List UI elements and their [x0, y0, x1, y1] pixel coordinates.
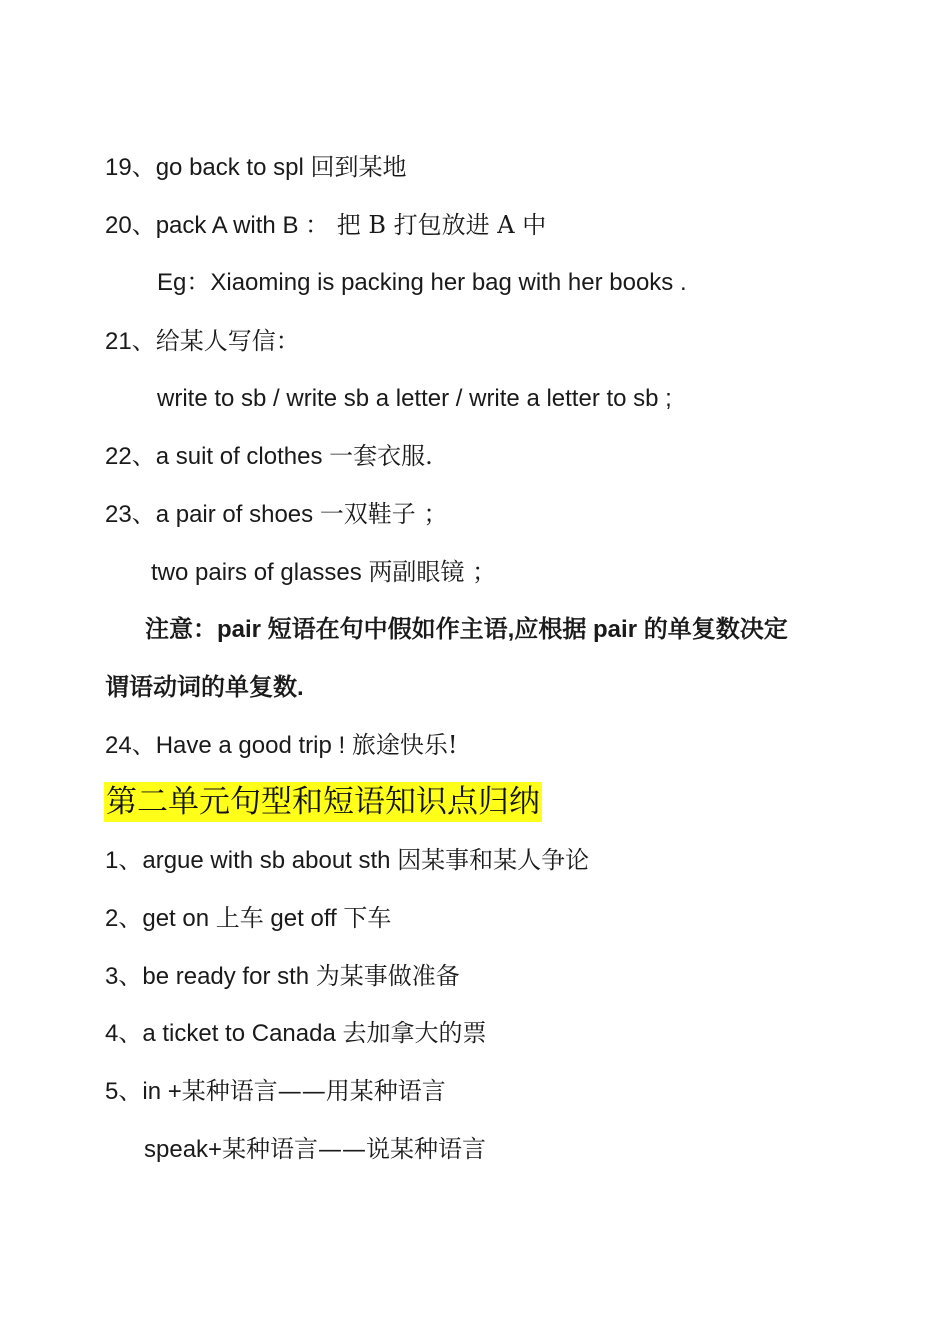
item-english: go back to spl	[155, 154, 311, 181]
item-number: 24、	[105, 732, 156, 759]
item-number: 23、	[105, 501, 156, 528]
item-chinese: 两副眼镜 ；	[368, 558, 497, 586]
section-heading: 第二单元句型和短语知识点归纳	[106, 784, 540, 820]
note-line-1: 注意：pair 短语在句中假如作主语,应根据 pair 的单复数决定	[145, 616, 788, 643]
item-english: two pairs of glasses	[151, 559, 369, 586]
item-chinese: 为某事做准备	[315, 962, 460, 990]
item-chinese: 上车	[215, 904, 264, 932]
item-number: 3、	[105, 963, 143, 990]
item-english: argue with sb about sth	[142, 847, 398, 874]
item-english: Have a good trip !	[155, 732, 352, 759]
example-sentence: Xiaoming is packing her bag with her books .	[210, 269, 687, 296]
item-20	[105, 210, 546, 241]
item-23	[105, 499, 447, 530]
item-english: pack A with B ：	[155, 212, 330, 239]
note-line-2: 谓语动词的单复数.	[105, 674, 304, 701]
item-number: 20、	[105, 212, 156, 239]
item-number: 2、	[105, 905, 143, 932]
item-chinese-2: 下车	[343, 904, 392, 932]
item-english-2: get off	[263, 905, 344, 932]
unit2-item-4	[105, 1018, 486, 1049]
item-english: get on	[142, 905, 216, 932]
item-number: 19、	[105, 154, 156, 181]
item-english: in +	[142, 1078, 182, 1105]
item-chinese: 一套衣服.	[329, 442, 433, 470]
item-22	[105, 441, 433, 472]
item-chinese: 给某人写信：	[155, 327, 300, 355]
unit2-item-2	[105, 903, 391, 934]
item-number: 5、	[105, 1078, 143, 1105]
item-english: a suit of clothes	[155, 443, 330, 470]
item-chinese: 回到某地	[310, 153, 407, 181]
item-english: speak+	[144, 1136, 223, 1163]
item-chinese: 一双鞋子 ；	[319, 500, 448, 528]
item-english: a ticket to Canada	[142, 1020, 343, 1047]
unit2-item-5-sub	[144, 1134, 486, 1165]
item-chinese: 把 B 打包放进 A 中	[329, 211, 547, 239]
item-english: be ready for sth	[142, 963, 316, 990]
item-chinese: 因某事和某人争论	[397, 846, 590, 874]
item-23-sub	[151, 557, 496, 588]
item-number: 1、	[105, 847, 143, 874]
item-21-phrases	[157, 384, 672, 414]
item-24	[105, 730, 457, 761]
item-english: a pair of shoes	[155, 501, 320, 528]
item-english: write to sb / write sb a letter / write a letter to sb ;	[157, 385, 672, 412]
item-number: 22、	[105, 443, 156, 470]
item-21	[105, 326, 300, 357]
item-number: 21、	[105, 328, 156, 355]
unit2-item-5	[105, 1076, 446, 1107]
item-chinese: 某种语言——说某种语言	[222, 1135, 487, 1163]
item-20-example	[157, 268, 687, 298]
item-chinese: 某种语言——用某种语言	[181, 1077, 446, 1105]
item-19	[105, 152, 406, 183]
item-chinese: 旅途快乐!	[351, 731, 458, 759]
unit2-item-3	[105, 961, 460, 992]
unit2-item-1	[105, 845, 589, 876]
example-label: Eg：	[157, 269, 211, 296]
item-number: 4、	[105, 1020, 143, 1047]
item-chinese: 去加拿大的票	[342, 1019, 487, 1047]
